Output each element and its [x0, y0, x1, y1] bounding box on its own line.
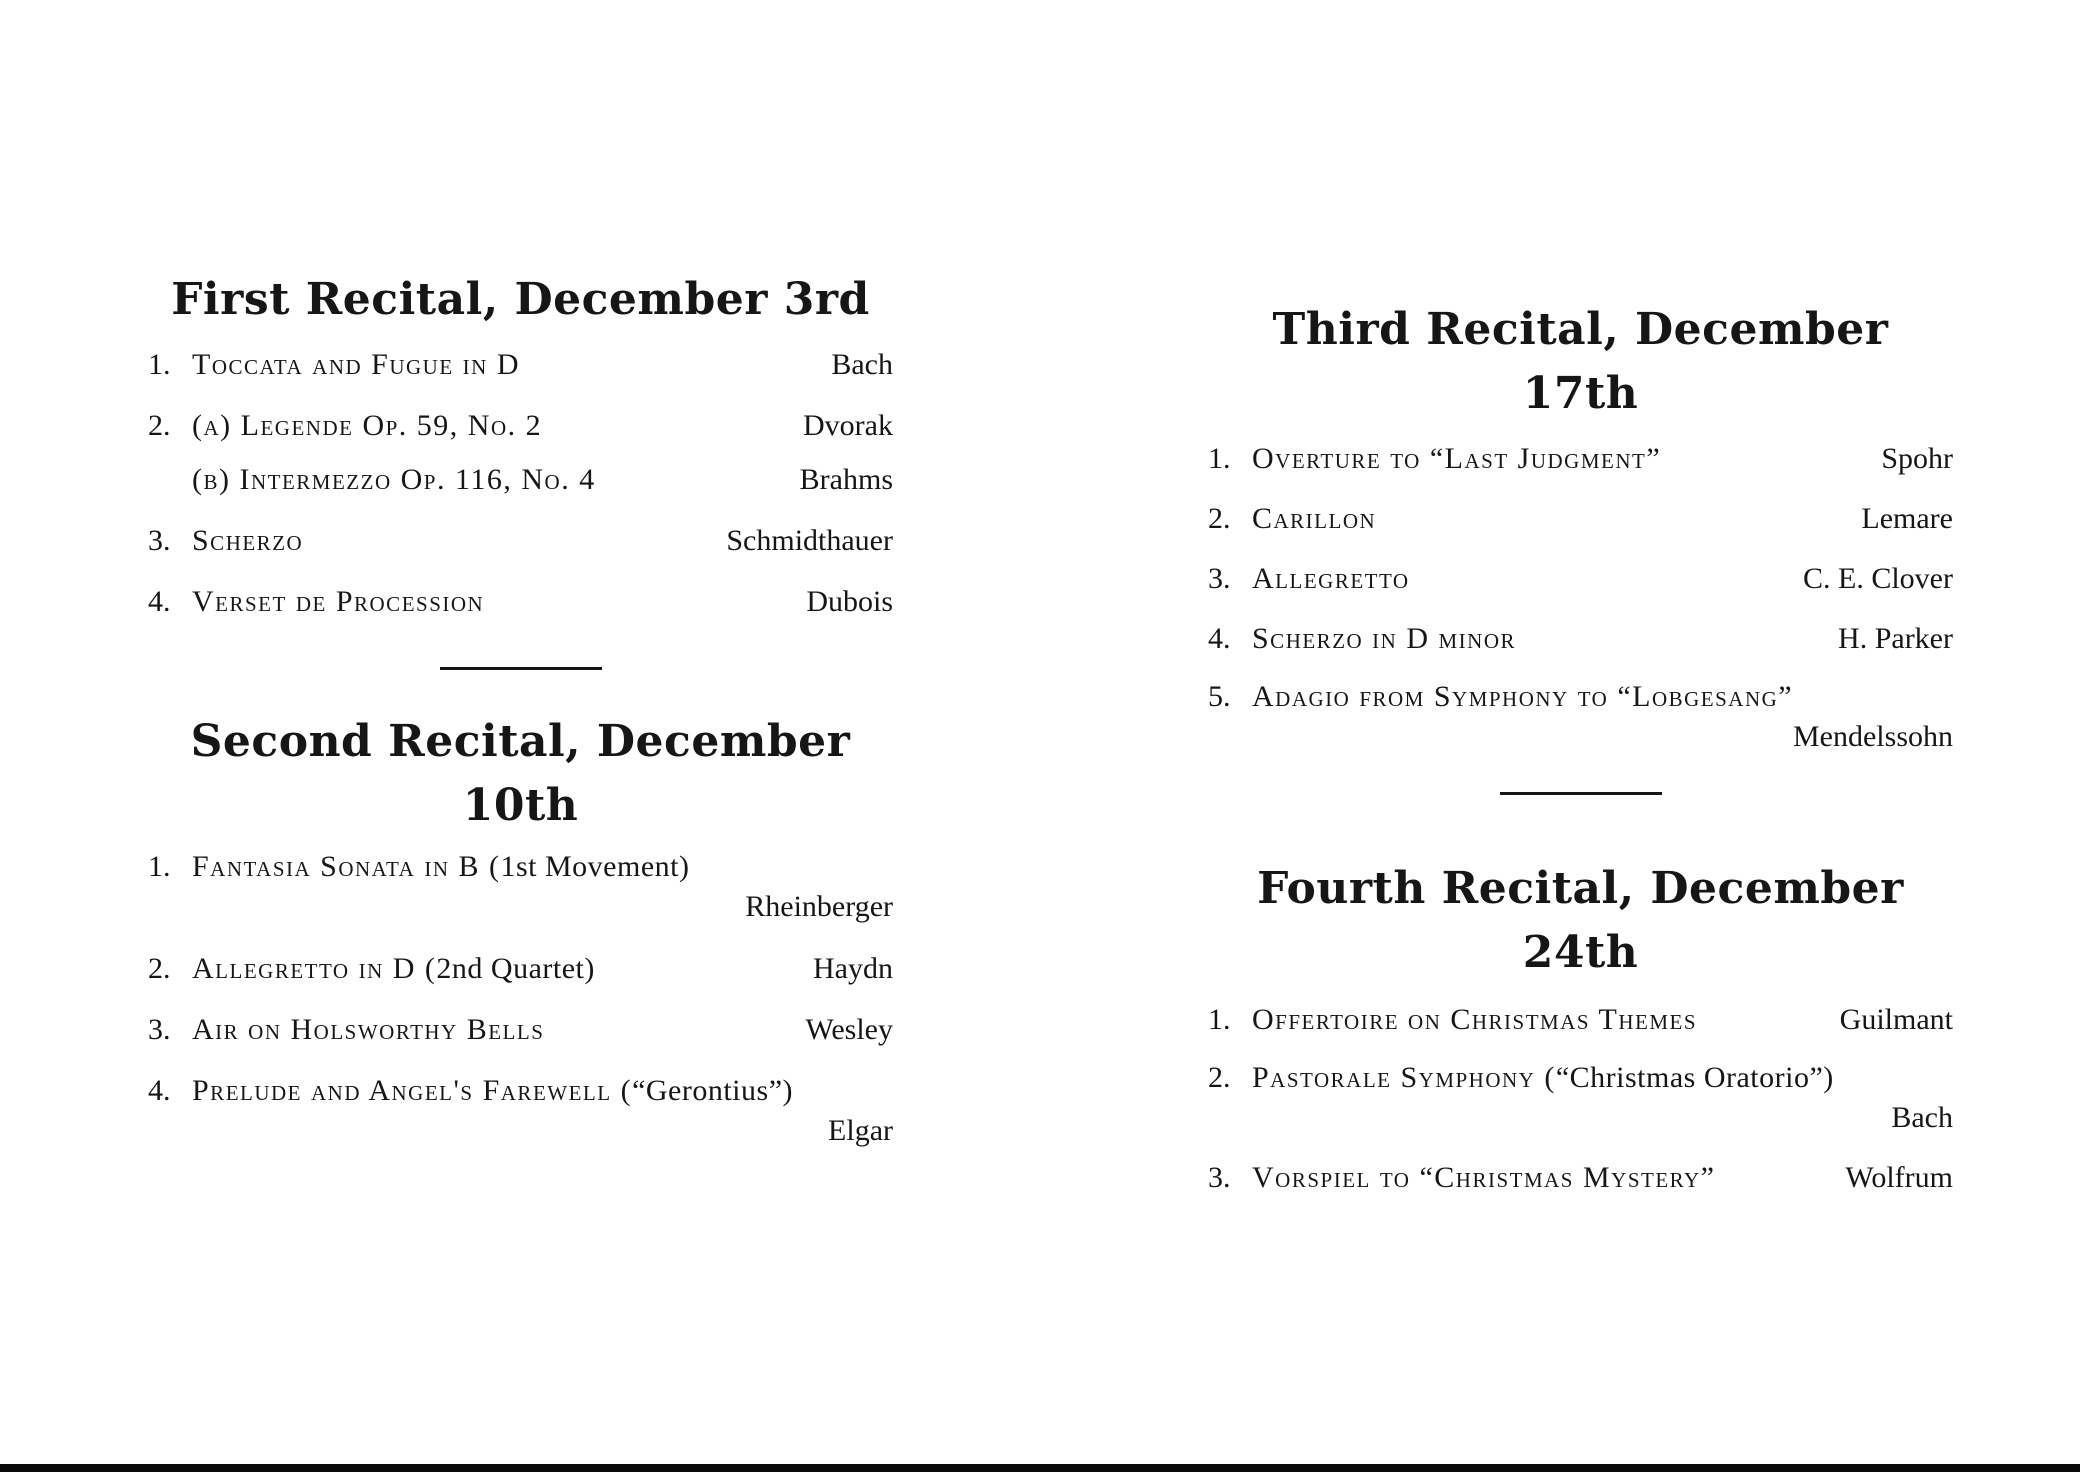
- program-item: [1208, 1157, 1953, 1199]
- item-composer: Elgar: [828, 1114, 893, 1147]
- item-number: 1.: [148, 348, 171, 381]
- item-composer: Brahms: [799, 463, 893, 496]
- item-composer: C. E. Clover: [1803, 562, 1953, 595]
- item-number: 2.: [1208, 502, 1231, 535]
- item-composer: Bach: [831, 348, 893, 381]
- item-composer: Dubois: [806, 585, 893, 618]
- recital-third: [1208, 298, 1953, 756]
- item-number: 3.: [148, 524, 171, 557]
- item-composer: Schmidthauer: [726, 524, 893, 557]
- item-number: 2.: [148, 409, 171, 442]
- right-column: [1208, 298, 1953, 1199]
- program-item: [1208, 558, 1953, 600]
- item-title: Toccata and Fugue in D: [192, 348, 520, 381]
- program-item: [1208, 618, 1953, 660]
- item-composer: Bach: [1891, 1101, 1953, 1134]
- item-title: Scherzo: [192, 524, 304, 557]
- item-composer: H. Parker: [1838, 622, 1953, 655]
- item-title: Offertoire on Christmas Themes: [1252, 1003, 1698, 1036]
- item-composer: Spohr: [1881, 442, 1953, 475]
- item-title: (b) Intermezzo Op. 116, No. 4: [192, 463, 596, 496]
- item-number: 3.: [1208, 1161, 1231, 1194]
- item-number: 4.: [148, 585, 171, 618]
- item-composer: Mendelssohn: [1793, 720, 1953, 753]
- recital-first: [148, 268, 893, 623]
- item-number: 1.: [1208, 1003, 1231, 1036]
- item-composer: Dvorak: [803, 409, 893, 442]
- program-item: [148, 1070, 893, 1150]
- item-number: 2.: [148, 952, 171, 985]
- item-title: Air on Holsworthy Bells: [192, 1013, 545, 1046]
- item-number: 3.: [148, 1013, 171, 1046]
- program-item: [148, 405, 893, 447]
- item-composer: Haydn: [813, 952, 893, 985]
- item-title: Pastorale Symphony (: [1252, 1061, 1556, 1094]
- program-item: [148, 520, 893, 562]
- item-number: 4.: [148, 1074, 171, 1107]
- program-item: [148, 948, 893, 990]
- recital-second: [148, 710, 893, 1150]
- item-title: Verset de Procession: [192, 585, 485, 618]
- bottom-edge-rule: [0, 1464, 2080, 1472]
- item-title-tail: 2nd Quartet): [436, 952, 595, 985]
- item-number: 1.: [148, 850, 171, 883]
- recital-fourth: [1208, 857, 1953, 1199]
- item-title: Allegretto: [1252, 562, 1410, 595]
- recital-heading: Third Recital, December 17th: [1272, 304, 1889, 419]
- item-title-tail: “Christmas Oratorio”): [1555, 1061, 1834, 1094]
- program-item: [1208, 676, 1953, 756]
- item-composer: Wesley: [805, 1013, 893, 1046]
- item-title: Fantasia Sonata in B (: [192, 850, 501, 883]
- item-title: Carillon: [1252, 502, 1377, 535]
- item-title: Scherzo in D minor: [1252, 622, 1517, 655]
- item-number: 5.: [1208, 680, 1231, 713]
- program-item: [1208, 1057, 1953, 1137]
- item-title: Prelude and Angel's Farewell (: [192, 1074, 633, 1107]
- program-item: [1208, 999, 1953, 1041]
- left-column: [148, 268, 893, 1150]
- item-number: 1.: [1208, 442, 1231, 475]
- program-item: [148, 1009, 893, 1051]
- item-composer: Guilmant: [1839, 1003, 1953, 1036]
- program-item: [1208, 438, 1953, 480]
- item-number: 3.: [1208, 562, 1231, 595]
- item-title: Allegretto in D (: [192, 952, 437, 985]
- program-item: [148, 459, 893, 501]
- item-title: Vorspiel to “Christmas Mystery”: [1252, 1161, 1716, 1194]
- program-item: [148, 344, 893, 386]
- item-composer: Lemare: [1861, 502, 1953, 535]
- item-composer: Wolfrum: [1845, 1161, 1953, 1194]
- item-title: Adagio from Symphony to “Lobgesang”: [1252, 680, 1794, 713]
- program-item: [148, 581, 893, 623]
- program-item: [1208, 498, 1953, 540]
- item-title: Overture to “Last Judgment”: [1252, 442, 1662, 475]
- recital-heading: Fourth Recital, December 24th: [1257, 863, 1904, 978]
- item-number: 2.: [1208, 1061, 1231, 1094]
- item-title-tail: “Gerontius”): [632, 1074, 793, 1107]
- program-item: [148, 846, 893, 926]
- item-composer: Rheinberger: [745, 890, 893, 923]
- recital-heading: Second Recital, December 10th: [190, 716, 851, 831]
- recital-heading: First Recital, December 3rd: [171, 274, 870, 325]
- item-title: (a) Legende Op. 59, No. 2: [192, 409, 543, 442]
- item-title-tail: 1st Movement): [500, 850, 690, 883]
- item-number: 4.: [1208, 622, 1231, 655]
